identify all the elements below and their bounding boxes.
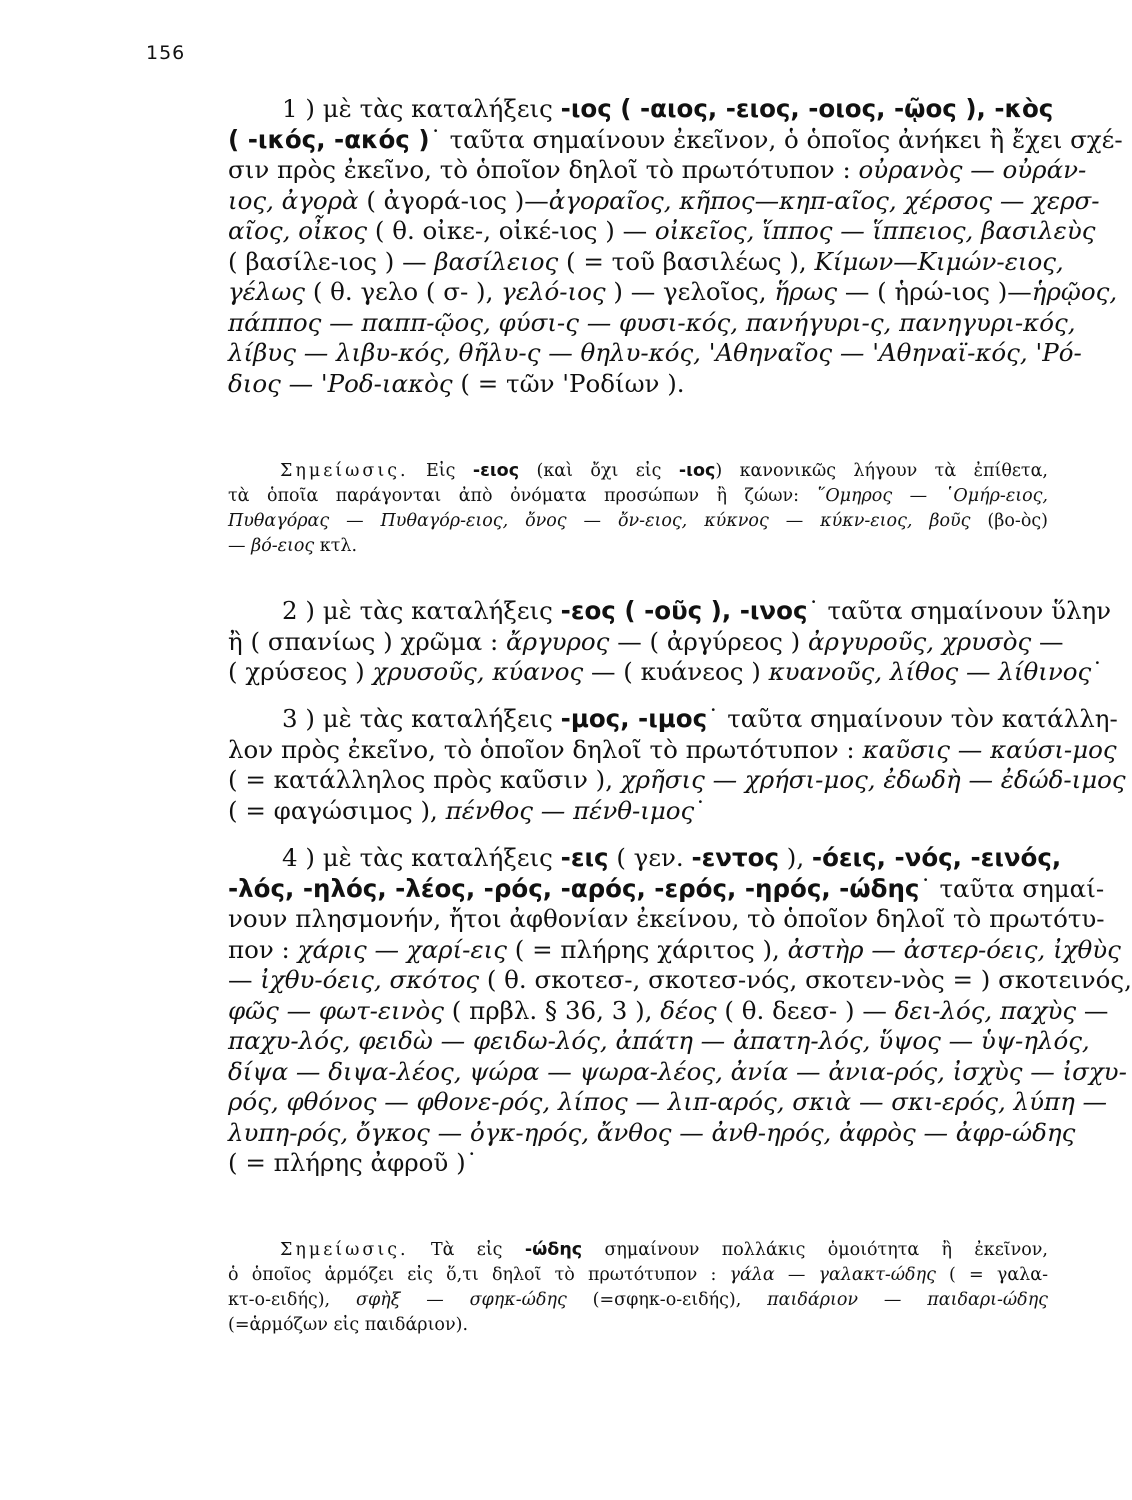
text-line: ( = κατάλληλος πρὸς καῦσιν ), χρῆσις — χρήσι-μος, ἐδωδὴ — ἐδώδ-ιμος <box>228 765 1126 794</box>
text-line: -λός, -ηλός, -λέος, -ρός, -αρός, -ερός, -ηρός, -ώδης˙ ταῦτα σημαί- <box>228 873 1105 903</box>
paragraph-4-suffix-eis <box>228 843 1132 1179</box>
text-line: — ἰχθυ-όεις, σκότος ( θ. σκοτεσ-, σκοτεσ-νός, σκοτεν-νὸς = ) σκοτεινός, <box>228 965 1132 994</box>
text-line: 3 ) μὲ τὰς καταλήξεις -μος, -ιμος˙ ταῦτα σημαίνουν τὸν κατάλλη- <box>282 704 1118 733</box>
text-line: ιος, ἀγορὰ ( ἀγορά-ιος )—ἀγοραῖος, κῆπος—κηπ-αῖος, χέρσος — χερσ- <box>228 185 1100 215</box>
text-line: διος — 'Ροδ-ιακὸς ( = τῶν 'Ροδίων ). <box>228 368 685 398</box>
text-line: ( -ικός, -ακός )˙ ταῦτα σημαίνουν ἐκεῖνον, ὁ ὁποῖος ἀνήκει ἢ ἔχει σχέ- <box>228 124 1123 154</box>
text-line: ( χρύσεος ) χρυσοῦς, κύανος — ( κυάνεος ) κυανοῦς, λίθος — λίθινος˙ <box>228 657 1104 686</box>
paragraph-3-suffix-mos <box>228 704 1126 826</box>
text-line: σιν πρὸς ἐκεῖνο, τὸ ὁποῖον δηλοῖ τὸ πρωτότυπον : οὐρανὸς — οὐράν- <box>228 155 1087 184</box>
text-line: 2 ) μὲ τὰς καταλήξεις -εος ( -οῦς ), -ινος˙ ταῦτα σημαίνουν ὕλην <box>282 596 1112 625</box>
paragraph-1-suffix-ios <box>228 94 1123 399</box>
text-line: δίψα — διψα-λέος, ψώρα — ψωρα-λέος, ἀνία — ἀνια-ρός, ἰσχὺς — ἰσχυ- <box>228 1056 1127 1086</box>
paragraph-2-suffix-eos <box>228 596 1112 688</box>
text-line: λον πρὸς ἐκεῖνο, τὸ ὁποῖον δηλοῖ τὸ πρωτότυπον : καῦσις — καύσι-μος <box>228 734 1117 764</box>
page-number: 156 <box>146 42 186 64</box>
text-line: Πυθαγόρας — Πυθαγόρ-ειος, ὄνος — ὄν-ειος, κύκνος — κύκν-ειος, βοῦς (βο-ὸς) <box>228 511 1048 531</box>
text-line: φῶς — φωτ-εινὸς ( πρβλ. § 36, 3 ), δέος ( θ. δεεσ- ) — δει-λός, παχὺς — <box>228 995 1109 1025</box>
text-line: γέλως ( θ. γελο ( σ- ), γελό-ιος ) — γελοῖος, ἥρως — ( ἡρώ-ιος )—ἡρῷος, <box>228 277 1118 306</box>
text-line: αῖος, οἶκος ( θ. οἰκε-, οἰκέ-ιος ) — οἰκεῖος, ἵππος — ἵππειος, βασιλεὺς <box>228 216 1096 245</box>
text-line: ( = φαγώσιμος ), πένθος — πένθ-ιμος˙ <box>228 795 707 825</box>
text-line: κτ-ο-ειδής), σφὴξ — σφηκ-ώδης (=σφηκ-ο-ειδής), παιδάριον — παιδαρι-ώδης <box>228 1290 1048 1310</box>
text-line: λυπη-ρός, ὄγκος — ὀγκ-ηρός, ἄνθος — ἀνθ-ηρός, ἀφρὸς — ἀφρ-ώδης <box>228 1117 1076 1147</box>
text-line: 1 ) μὲ τὰς καταλήξεις -ιος ( -αιος, -ειος, -οιος, -ῷος ), -κὸς <box>282 94 1054 123</box>
text-line: ὁ ὁποῖος ἁρμόζει εἰς ὅ,τι δηλοῖ τὸ πρωτότυπον : γάλα — γαλακτ-ώδης ( = γαλα- <box>228 1265 1048 1285</box>
text-line: 4 ) μὲ τὰς καταλήξεις -εις ( γεν. -εντος ), -όεις, -νός, -εινός, <box>282 843 1062 872</box>
text-line: τὰ ὁποῖα παράγονται ἀπὸ ὀνόματα προσώπων ἢ ζώων: ῞Ομηρος — ῾Ομήρ-ειος, <box>228 486 1048 506</box>
text-line: Σημείωσις. Εἰς -ειος (καὶ ὄχι εἰς -ιος) κανονικῶς λήγουν τὰ ἐπίθετα, <box>280 461 1048 481</box>
text-line: ( βασίλε-ιος ) — βασίλειος ( = τοῦ βασιλέως ), Κίμων—Κιμών-ειος, <box>228 246 1064 276</box>
text-line: (=ἁρμόζων εἰς παιδάριον). <box>228 1315 469 1335</box>
text-line: ρός, φθόνος — φθονε-ρός, λίπος — λιπ-αρός, σκιὰ — σκι-ερός, λύπη — <box>228 1087 1108 1116</box>
text-line: πάππος — παππ-ῷος, φύσι-ς — φυσι-κός, πανήγυρι-ς, πανηγυρι-κός, <box>228 307 1076 337</box>
text-line: λίβυς — λιβυ-κός, θῆλυ-ς — θηλυ-κός, 'Αθηναῖος — 'Αθηναϊ-κός, 'Ρό- <box>228 338 1082 367</box>
text-line: πον : χάρις — χαρί-εις ( = πλήρης χάριτος ), ἀστὴρ — ἀστερ-όεις, ἰχθὺς <box>228 934 1121 964</box>
text-line: Σημείωσις. Τὰ εἰς -ώδης σημαίνουν πολλάκις ὁμοιότητα ἢ ἐκεῖνον, <box>280 1240 1048 1260</box>
note-2-suffix-odis <box>228 1238 1048 1338</box>
text-line: παχυ-λός, φειδὼ — φειδω-λός, ἀπάτη — ἀπατη-λός, ὕψος — ὑψ-ηλός, <box>228 1026 1090 1055</box>
text-line: ἢ ( σπανίως ) χρῶμα : ἄργυρος — ( ἀργύρεος ) ἀργυροῦς, χρυσὸς — <box>228 626 1064 656</box>
text-line: — βό-ειος κτλ. <box>228 536 358 556</box>
note-1-suffix-eios <box>228 459 1048 559</box>
text-line: νουν πλησμονήν, ἤτοι ἀφθονίαν ἐκείνου, τὸ ὁποῖον δηλοῖ τὸ πρωτότυ- <box>228 904 1105 933</box>
text-line: ( = πλήρης ἀφροῦ )˙ <box>228 1148 478 1177</box>
